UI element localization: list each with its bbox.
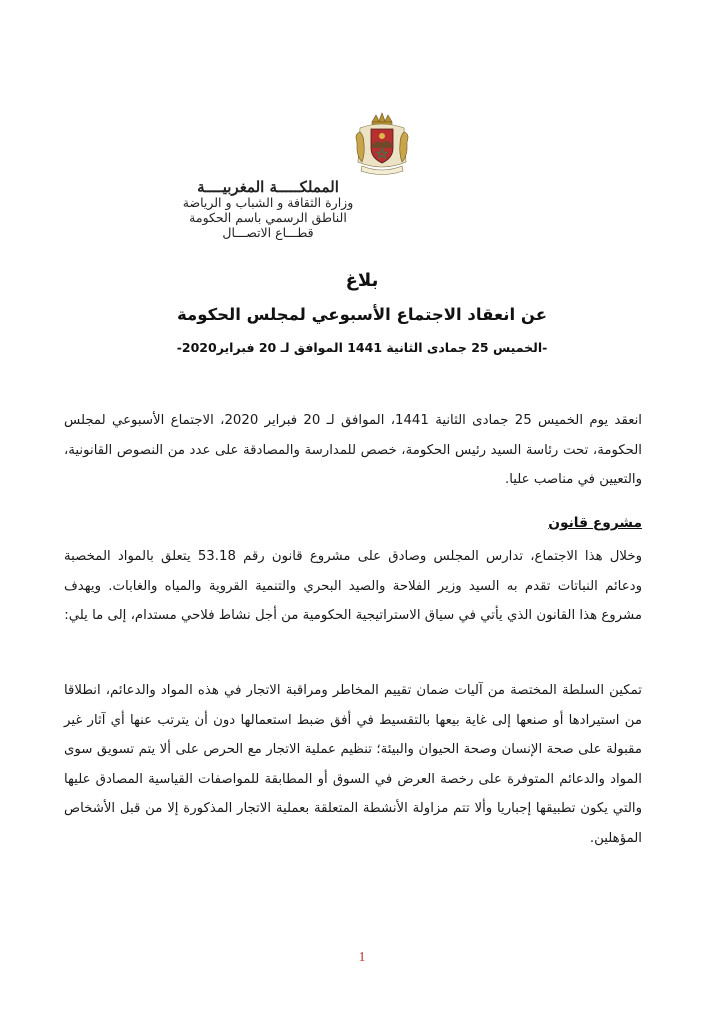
section-title: مشروع قانون — [548, 515, 642, 531]
moroccan-coat-of-arms-icon — [352, 112, 412, 178]
letterhead-kingdom: المملكـــــة المغربيــــة — [197, 178, 339, 196]
section-paragraph-2: تمكين السلطة المختصة من آليات ضمان تقييم المخاطر ومراقبة الاتجار في هذه المواد والدعائم، انطلاقا من استيرادها أو صنعها إلى غاية بيعها بالتقسيط في أفق ضبط استعمالها دون أن يترتب عنها أي آثار غير مقبولة على صحة الإنسان وصحة الحيوان والبيئة؛ تنظيم عملية الاتجار مع الحرص على ألا يتم تسويق سوى المواد والدعائم المتوفرة على رخصة العرض في السوق أو المطابقة للمواصفات القياسية المصادق عليها والتي يكون تطبيقها إجباريا وألا تتم مزاولة الأنشطة المتعلقة بعملية الاتجار المذكورة إلا من قبل الأشخاص المؤهلين. — [64, 683, 642, 846]
document-subject-heading: عن انعقاد الاجتماع الأسبوعي لمجلس الحكومة — [177, 305, 547, 324]
letterhead — [148, 180, 388, 240]
letterhead-ministry: وزارة الثقافة و الشباب و الرياضة — [182, 195, 354, 210]
page-number: 1 — [358, 950, 366, 965]
document-date-line: -الخميس 25 جمادى الثانية 1441 الموافق لـ 20 فبراير2020- — [176, 340, 548, 355]
letterhead-spokesperson: الناطق الرسمي باسم الحكومة — [189, 210, 347, 225]
letterhead-sector: قطـــاع الاتصـــال — [222, 225, 314, 240]
section-paragraph-1: وخلال هذا الاجتماع، تدارس المجلس وصادق على مشروع قانون رقم 53.18 يتعلق بالمواد المخصبة ودعائم النباتات تقدم به السيد وزير الفلاحة والصيد البحري والتنمية القروية والمياه والغابات. ويهدف مشروع هذا القانون الذي يأتي في سياق الاستراتيجية الحكومية من أجل نشاط فلاحي مستدام، إلى ما يلي: — [64, 549, 643, 623]
document-type-heading: بلاغ — [345, 270, 379, 291]
intro-paragraph: انعقد يوم الخميس 25 جمادى الثانية 1441، الموافق لـ 20 فبراير 2020، الاجتماع الأسبوعي لمجلس الحكومة، تحت رئاسة السيد رئيس الحكومة، خصص للمدارسة والمصادقة على عدد من النصوص القانونية، والتعيين في مناصب عليا. — [64, 413, 643, 487]
